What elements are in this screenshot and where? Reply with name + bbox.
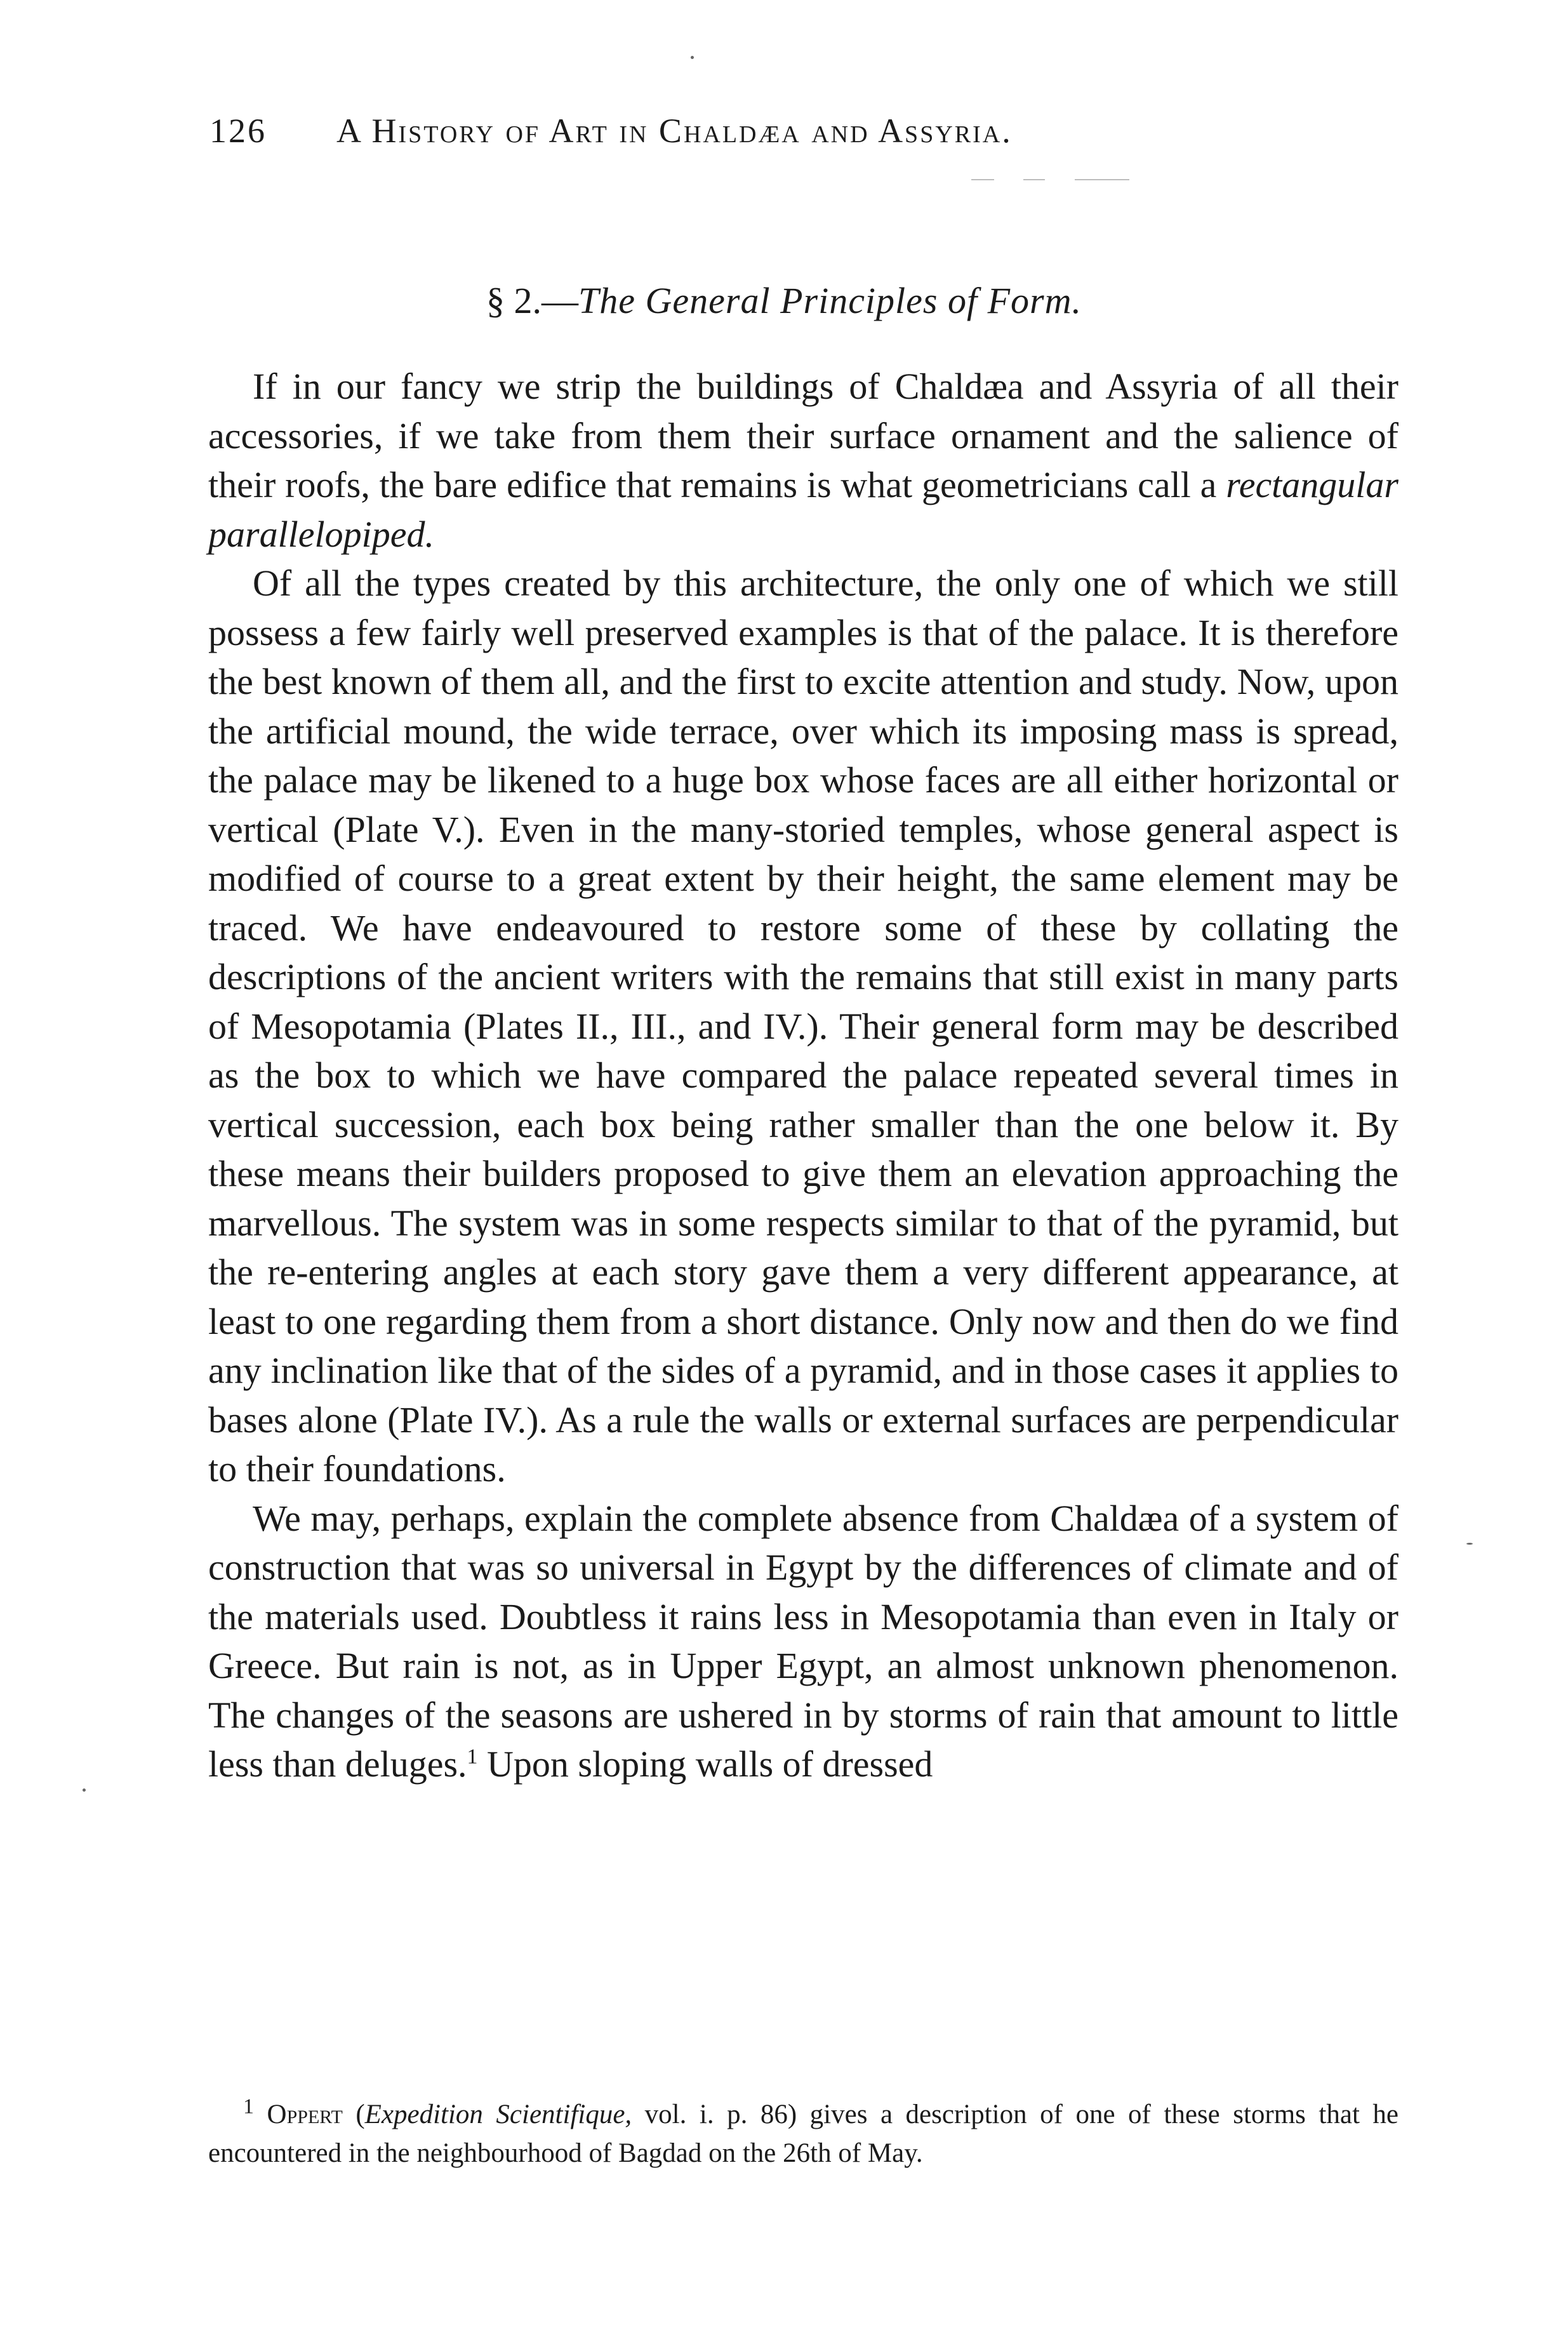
footnote — [208, 2095, 1399, 2173]
body-text — [208, 362, 1399, 1789]
paragraph-2: Of all the types created by this architecture, the only one of which we still possess a few fairly well preserved examples is that of the palace. It is therefore the best known of them all, and the first to excite attention and study. Now, upon the artificial mound, the wide terrace, over which its imposing mass is spread, the palace may be likened to a huge box whose faces are all either horizontal or vertical (Plate V.). Even in the many-storied temples, whose general aspect is modified of course to a great extent by their height, the same element may be traced. We have endeavoured to restore some of these by collating the descriptions of the ancient writers with the remains that still exist in many parts of Mesopotamia (Plates II., III., and IV.). Their general form may be described as the box to which we have compared the palace repeated several times in vertical succession, each box being rather smaller than the one below it. By these means their builders proposed to give them an elevation approaching the marvellous. The system was in some respects similar to that of the pyramid, but the re-entering angles at each story gave them a very different appearance, at least to one regarding them from a short distance. Only now and then do we find any inclination like that of the sides of a pyramid, and in those cases it applies to bases alone (Plate IV.). As a rule the walls or external surfaces are perpendicular to their foundations. — [208, 563, 1399, 1489]
footnote-work-title: Expedition Scientifique, — [364, 2100, 632, 2129]
paragraph-3 — [208, 1494, 1399, 1789]
paragraph-3-text: We may, perhaps, explain the complete absence from Chaldæa of a system of construction that was so universal in Egypt by the differences of climate and of the materials used. Doubtless it rains less in Mesopotamia than even in Italy or Greece. But rain is not, as in Upper Egypt, an almost unknown phenomenon. The changes of the seasons are ushered in by storms of rain that amount to little less than deluges. — [208, 1497, 1399, 1785]
footnote-reference: 1 — [467, 1745, 478, 1769]
header-rule-dash — [1023, 179, 1045, 180]
ink-speck — [83, 1788, 86, 1792]
ink-speck — [1466, 1543, 1473, 1545]
footnote-author: Oppert — [267, 2100, 343, 2129]
section-title: The General Principles of Form. — [578, 280, 1082, 321]
paragraph-1-text: If in our fancy we strip the buildings of Chaldæa and Assyria of all their accessories, if we take from them their surface ornament and the salience of their roofs, the bare edifice that remains is what geometricians call a — [208, 366, 1399, 505]
running-title: A History of Art in Chaldæa and Assyria. — [336, 112, 1013, 150]
ink-speck — [691, 56, 694, 59]
footnote-text: vol. i. p. 86) gives a description of one of these storms that he encountered in the neighbourhood of Bagdad on the 26th of May. — [208, 2100, 1399, 2168]
footnote-open-paren: ( — [355, 2100, 365, 2129]
section-number: § 2.— — [486, 280, 579, 321]
header-rule-dash — [971, 179, 994, 180]
header-rule-dash — [1075, 179, 1129, 180]
paragraph-1 — [208, 362, 1399, 559]
running-head — [209, 111, 1289, 150]
section-heading — [0, 279, 1568, 322]
page-number: 126 — [209, 112, 267, 150]
paragraph-3-after: Upon sloping walls of dressed — [477, 1743, 933, 1785]
footnote-marker: 1 — [243, 2094, 254, 2119]
paragraph-1-italic-term: rectangular parallelopiped. — [208, 464, 1399, 555]
